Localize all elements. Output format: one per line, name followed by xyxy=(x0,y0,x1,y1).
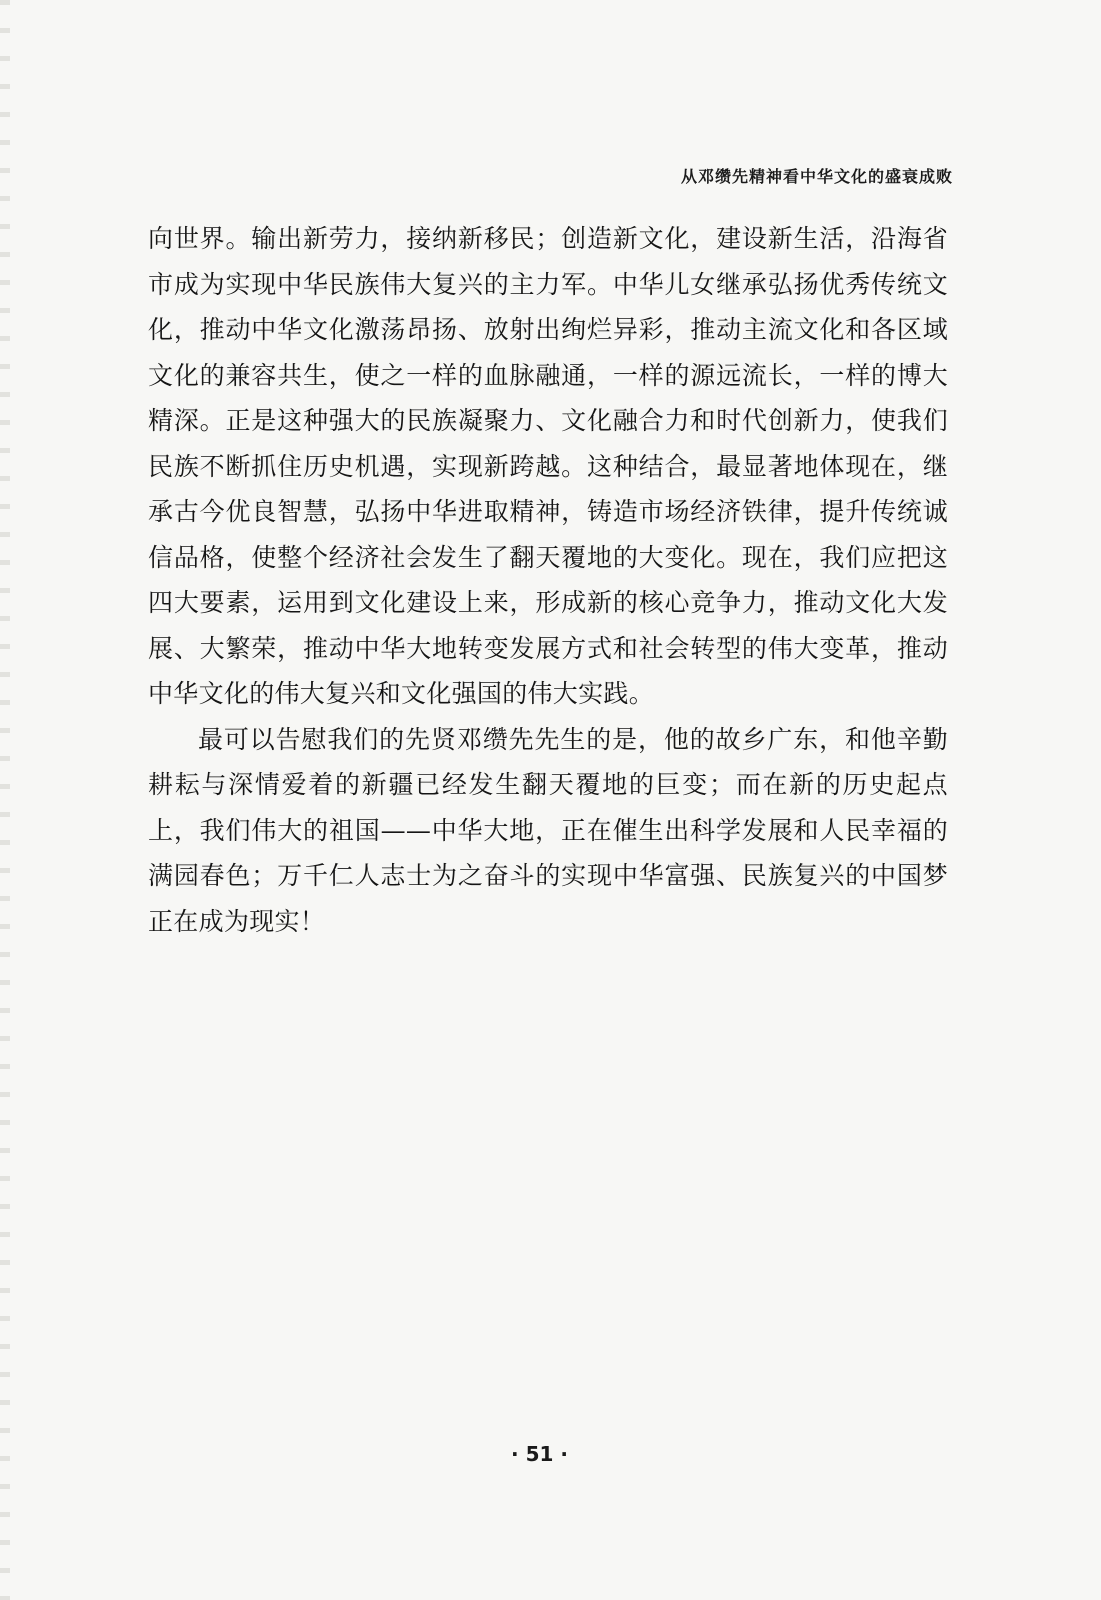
page-edge-binding-marks xyxy=(0,0,10,1600)
paragraph-2: 最可以告慰我们的先贤邓缵先先生的是，他的故乡广东，和他辛勤耕耘与深情爱着的新疆已经发生翻天覆地的巨变；而在新的历史起点上，我们伟大的祖国——中华大地，正在催生出科学发展和人民幸福的满园春色；万千仁人志士为之奋斗的实现中华富强、民族复兴的中国梦正在成为现实！ xyxy=(148,724,948,936)
paragraph-1: 向世界。输出新劳力，接纳新移民；创造新文化，建设新生活，沿海省市成为实现中华民族伟大复兴的主力军。中华儿女继承弘扬优秀传统文化，推动中华文化激荡昂扬、放射出绚烂异彩，推动主流文化和各区域文化的兼容共生，使之一样的血脉融通，一样的源远流长，一样的博大精深。正是这种强大的民族凝聚力、文化融合力和时代创新力，使我们民族不断抓住历史机遇，实现新跨越。这种结合，最显著地体现在，继承古今优良智慧，弘扬中华进取精神，铸造市场经济铁律，提升传统诚信品格，使整个经济社会发生了翻天覆地的大变化。现在，我们应把这四大要素，运用到文化建设上来，形成新的核心竞争力，推动文化大发展、大繁荣，推动中华大地转变发展方式和社会转型的伟大变革，推动中华文化的伟大复兴和文化强国的伟大实践。 xyxy=(148,224,948,708)
body-text xyxy=(148,216,948,944)
running-header: 从邓缵先精神看中华文化的盛衰成败 xyxy=(680,167,953,186)
page-number: · 51 · xyxy=(511,1442,568,1466)
